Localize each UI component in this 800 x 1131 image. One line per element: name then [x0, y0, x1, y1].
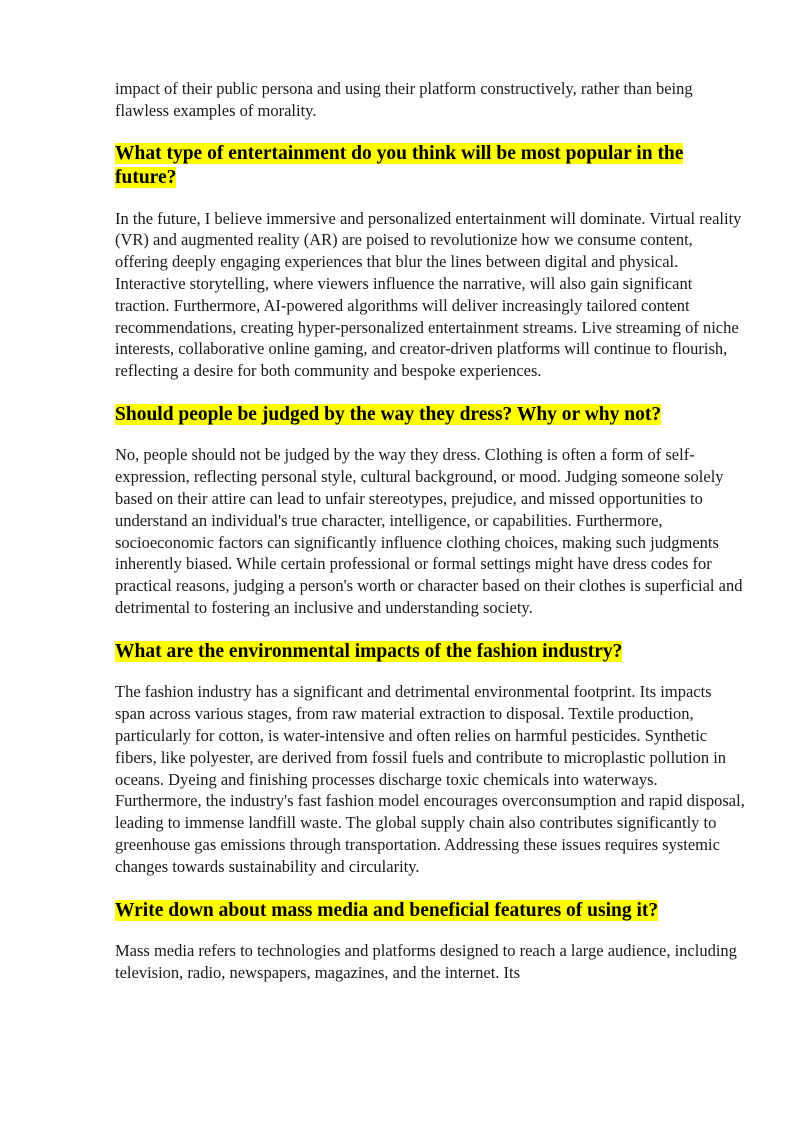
section-fashion-environment	[115, 640, 745, 878]
question-heading	[115, 899, 745, 924]
question-heading	[115, 640, 745, 665]
answer-paragraph: No, people should not be judged by the way they dress. Clothing is often a form of self-expression, reflecting personal style, cultural background, or mood. Judging someone solely based on their attire can lead to unfair stereotypes, prejudice, and missed opportunities to understand an individual's true character, intelligence, or capabilities. Furthermore, socioeconomic factors can significantly influence clothing choices, making such judgments inherently biased. While certain professional or formal settings might have dress codes for practical reasons, judging a person's worth or character based on their clothes is superficial and detrimental to fostering an inclusive and understanding society.	[115, 445, 743, 618]
section-dress	[115, 403, 745, 619]
question-heading	[115, 142, 745, 191]
section-entertainment	[115, 142, 745, 382]
section-mass-media	[115, 899, 745, 984]
question-highlight: What are the environmental impacts of the fashion industry?	[115, 640, 623, 662]
answer-paragraph: Mass media refers to technologies and platforms designed to reach a large audience, including television, radio, newspapers, magazines, and the internet. Its	[115, 941, 737, 982]
answer-paragraph: The fashion industry has a significant and detrimental environmental footprint. Its impacts span across various stages, from raw material extraction to disposal. Textile production, particularly for cotton, is water-intensive and often relies on harmful pesticides. Synthetic fibers, like polyester, are derived from fossil fuels and contribute to microplastic pollution in oceans. Dyeing and finishing processes discharge toxic chemicals into waterways. Furthermore, the industry's fast fashion model encourages overconsumption and rapid disposal, leading to immense landfill waste. The global supply chain also contributes significantly to greenhouse gas emissions through transportation. Addressing these issues requires systemic changes towards sustainability and circularity.	[115, 682, 745, 876]
question-highlight: Should people be judged by the way they dress? Why or why not?	[115, 403, 662, 425]
answer-paragraph: In the future, I believe immersive and personalized entertainment will dominate. Virtual reality (VR) and augmented reality (AR) are poised to revolutionize how we consume content, offering deeply engaging experiences that blur the lines between digital and physical. Interactive storytelling, where viewers influence the narrative, will also gain significant traction. Furthermore, AI-powered algorithms will deliver increasingly tailored content recommendations, creating hyper-personalized entertainment streams. Live streaming of niche interests, collaborative online gaming, and creator-driven platforms will continue to flourish, reflecting a desire for both community and bespoke experiences.	[115, 208, 742, 381]
intro-paragraph: impact of their public persona and using their platform constructively, rather than being flawless examples of morality.	[115, 79, 693, 120]
question-highlight: What type of entertainment do you think will be most popular in the future?	[115, 142, 684, 189]
question-heading	[115, 403, 745, 428]
document-page	[115, 78, 745, 984]
question-highlight: Write down about mass media and beneficial features of using it?	[115, 899, 659, 921]
